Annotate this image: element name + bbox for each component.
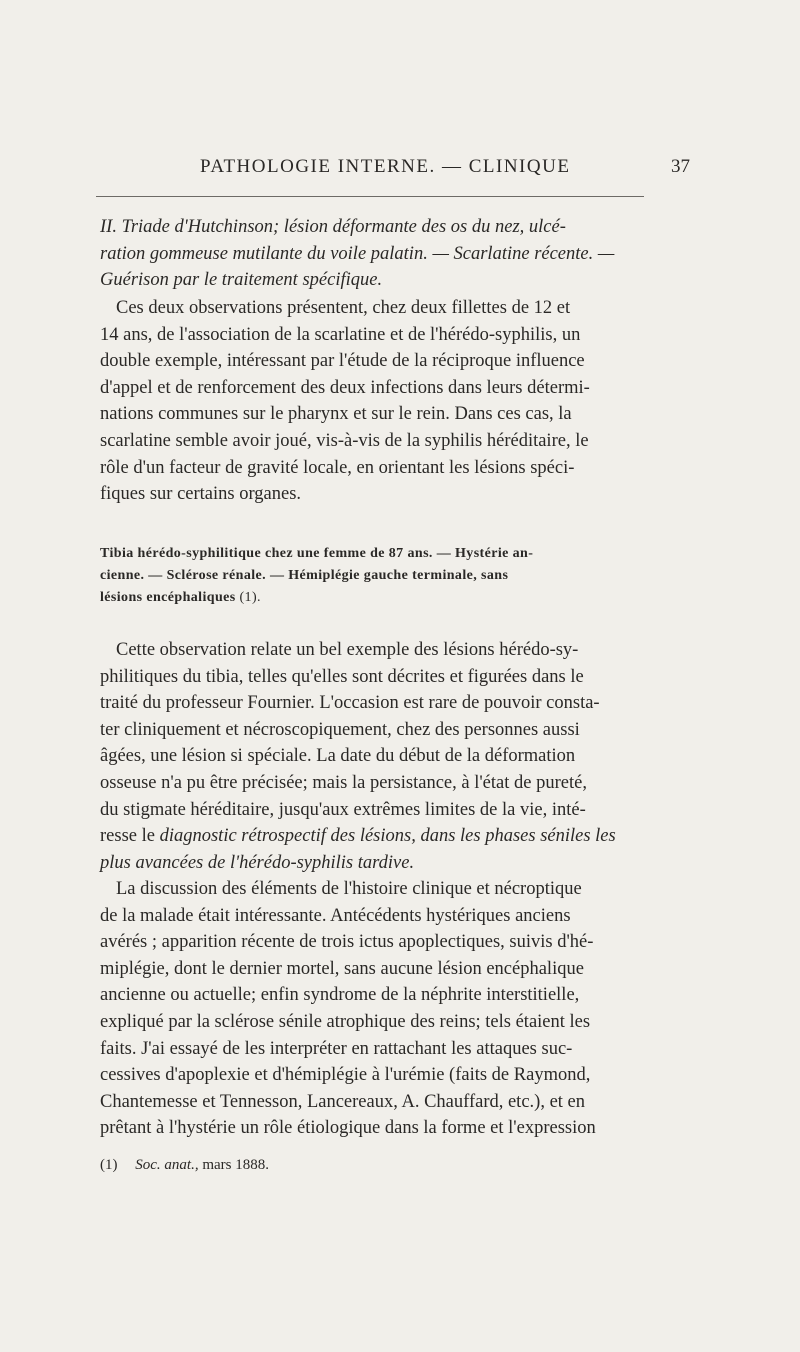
text-line: traité du professeur Fournier. L'occasion est rare de pouvoir consta- xyxy=(100,693,600,714)
text-line: rôle d'un facteur de gravité locale, en orientant les lésions spéci- xyxy=(100,457,575,478)
section-heading xyxy=(100,543,692,609)
paragraph-1 xyxy=(100,295,692,508)
paragraph-3 xyxy=(100,876,692,1142)
text-line xyxy=(100,823,692,850)
text-line: faits. J'ai essayé de les interpréter en rattachant les attaques suc- xyxy=(100,1038,573,1059)
footnote-source: Soc. anat., xyxy=(135,1157,199,1173)
text-line: miplégie, dont le dernier mortel, sans aucune lésion encéphalique xyxy=(100,958,584,979)
footnote-date: mars 1888. xyxy=(202,1157,269,1173)
text-line: du stigmate héréditaire, jusqu'aux extrêmes limites de la vie, inté- xyxy=(100,799,586,820)
text-line: âgées, une lésion si spéciale. La date du début de la déformation xyxy=(100,746,576,767)
running-title: PATHOLOGIE INTERNE. — CLINIQUE xyxy=(200,156,571,177)
text-line: scarlatine semble avoir joué, vis-à-vis de la syphilis héréditaire, le xyxy=(100,430,589,451)
text-line: Ces deux observations présentent, chez deux fillettes de 12 et xyxy=(116,298,571,318)
text-line: Guérison par le traitement spécifique. xyxy=(100,270,383,291)
text-run: resse le xyxy=(100,826,155,847)
text-line: 14 ans, de l'association de la scarlatine et de l'hérédo-syphilis, un xyxy=(100,324,581,345)
text-line: fiques sur certains organes. xyxy=(100,484,302,505)
text-line: d'appel et de renforcement des deux infections dans leurs détermi- xyxy=(100,377,590,398)
text-line: avérés ; apparition récente de trois ictus apoplectiques, suivis d'hé- xyxy=(100,932,594,953)
page-header xyxy=(100,156,690,184)
text-line: cessives d'apoplexie et d'hémiplégie à l'urémie (faits de Raymond, xyxy=(100,1065,591,1086)
italic-text-run: diagnostic rétrospectif des lésions, dans les phases séniles les xyxy=(159,826,616,847)
section-title-ii xyxy=(100,214,692,294)
text-line: prêtant à l'hystérie un rôle étiologique dans la forme et l'expression xyxy=(100,1118,596,1139)
text-line: osseuse n'a pu être précisée; mais la persistance, à l'état de pureté, xyxy=(100,772,587,793)
text-line: ration gommeuse mutilante du voile palatin. — Scarlatine récente. — xyxy=(100,243,615,264)
text-line: Chantemesse et Tennesson, Lancereaux, A. Chauffard, etc.), et en xyxy=(100,1091,586,1112)
page-number: 37 xyxy=(671,156,690,177)
text-line: II. Triade d'Hutchinson; lésion déformante des os du nez, ulcé- xyxy=(100,217,566,237)
text-line: Tibia hérédo-syphilitique chez une femme de 87 ans. — Hystérie an- xyxy=(100,546,534,561)
footnote-reference[interactable]: (1). xyxy=(239,590,261,605)
text-line xyxy=(100,587,692,609)
heading-text: lésions encéphaliques xyxy=(100,590,236,605)
text-line: de la malade était intéressante. Antécédents hystériques anciens xyxy=(100,905,571,926)
text-line: cienne. — Sclérose rénale. — Hémiplégie gauche terminale, sans xyxy=(100,568,509,583)
text-line: Cette observation relate un bel exemple des lésions hérédo-sy- xyxy=(116,640,579,660)
text-line: plus avancées de l'hérédo-syphilis tardive. xyxy=(100,852,415,873)
paragraph-2 xyxy=(100,637,692,876)
text-line: ter cliniquement et nécroscopiquement, chez des personnes aussi xyxy=(100,719,580,740)
text-line: ancienne ou actuelle; enfin syndrome de la néphrite interstitielle, xyxy=(100,985,580,1006)
text-line: La discussion des éléments de l'histoire clinique et nécroptique xyxy=(116,879,582,899)
text-line: double exemple, intéressant par l'étude de la réciproque influence xyxy=(100,351,585,372)
text-line: expliqué par la sclérose sénile atrophique des reins; tels étaient les xyxy=(100,1011,591,1032)
text-line: philitiques du tibia, telles qu'elles sont décrites et figurées dans le xyxy=(100,666,584,687)
header-rule xyxy=(96,196,644,197)
text-line: nations communes sur le pharynx et sur le rein. Dans ces cas, la xyxy=(100,404,572,425)
footnote xyxy=(100,1154,692,1176)
footnote-number: (1) xyxy=(100,1157,118,1173)
